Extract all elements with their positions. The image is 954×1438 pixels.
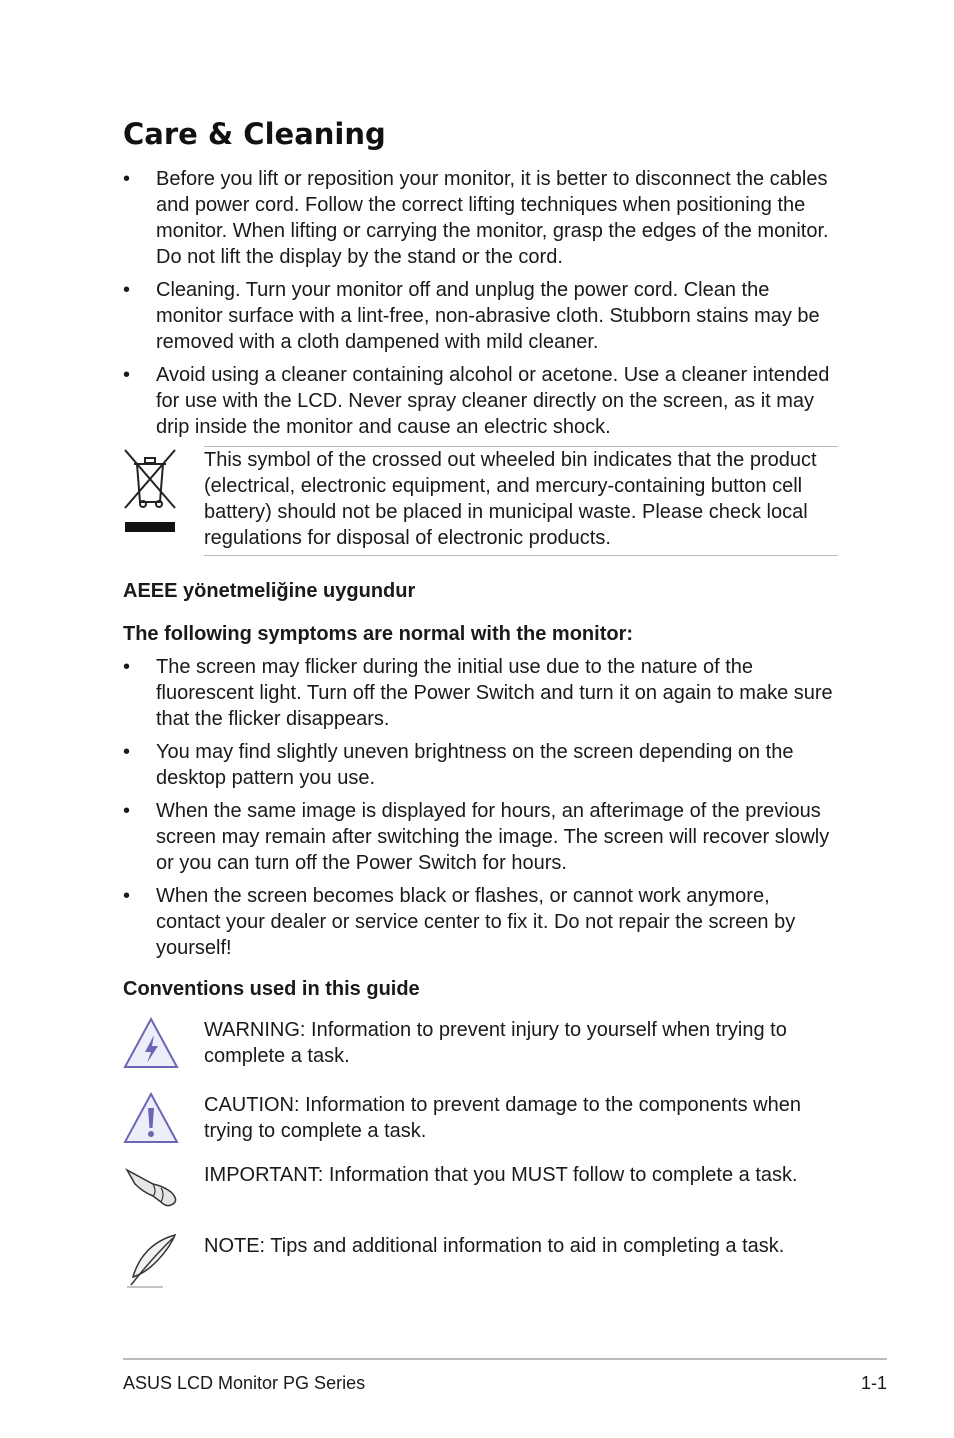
list-item: • When the screen becomes black or flashes, or cannot work anymore, contact your dealer or service center to fix it. Do not repair the screen by yourself!: [123, 885, 796, 959]
feather-pen-icon: [123, 1233, 179, 1289]
pointing-hand-icon: [123, 1162, 179, 1218]
care-list: [123, 166, 838, 440]
note-text: NOTE: Tips and additional information to aid in completing a task.: [204, 1235, 785, 1257]
divider: [204, 555, 838, 556]
recycle-notice: [123, 446, 838, 556]
page-number: 1-1: [860, 1373, 887, 1393]
list-item: • Before you lift or reposition your monitor, it is better to disconnect the cables and power cord. Follow the correct lifting techniques when positioning the monitor. When lifting or carrying the monitor, grasp the edges of the monitor. Do not lift the display by the stand or the cord.: [123, 168, 829, 268]
warning-text: WARNING: Information to prevent injury to yourself when trying to complete a task.: [204, 1019, 787, 1067]
footer-series-name: ASUS LCD Monitor PG Series: [123, 1373, 366, 1393]
symptoms-list: [123, 654, 838, 961]
crossed-bin-icon: [123, 448, 177, 534]
caution-text: CAUTION: Information to prevent damage to the components when trying to complete a task.: [204, 1094, 801, 1142]
exclamation-triangle-icon: [123, 1092, 179, 1148]
list-item: • Cleaning. Turn your monitor off and unplug the power cord. Clean the monitor surface with a lint-free, non-abrasive cloth. Stubborn stains may be removed with a cloth dampened with mild cleaner.: [123, 279, 820, 353]
list-item: • When the same image is displayed for hours, an afterimage of the previous screen may remain after switching the image. The screen will recover slowly or you can turn off the Power Switch for hours.: [123, 800, 830, 874]
bullet-icon: •: [123, 364, 131, 386]
important-text: IMPORTANT: Information that you MUST follow to complete a task.: [204, 1164, 798, 1186]
list-item: • You may find slightly uneven brightness on the screen depending on the desktop pattern you use.: [123, 741, 794, 789]
recycle-note-text: This symbol of the crossed out wheeled bin indicates that the product (electrical, electronic equipment, and mercury-containing button cell battery) should not be placed in municipal waste. Please check local regulations for disposal of electronic products.: [204, 449, 817, 549]
page-title: Care & Cleaning: [123, 117, 386, 151]
bullet-icon: •: [123, 800, 131, 822]
list-item: • The screen may flicker during the initial use due to the nature of the fluorescent light. Turn off the Power Switch and turn it on again to make sure that the flicker disappears.: [123, 656, 833, 730]
bullet-icon: •: [123, 279, 131, 301]
bullet-icon: •: [123, 885, 131, 907]
symptoms-heading: The following symptoms are normal with the monitor:: [123, 623, 634, 645]
bullet-icon: •: [123, 168, 131, 190]
symptoms-list-block: [123, 654, 838, 968]
bullet-icon: •: [123, 741, 131, 763]
bullet-icon: •: [123, 656, 131, 678]
footer-divider: [123, 1358, 887, 1360]
care-list-block: [123, 166, 838, 447]
conventions-heading: Conventions used in this guide: [123, 978, 420, 1000]
aeee-heading: AEEE yönetmeliğine uygundur: [123, 580, 416, 602]
lightning-triangle-icon: [123, 1017, 179, 1073]
list-item: • Avoid using a cleaner containing alcohol or acetone. Use a cleaner intended for use with the LCD. Never spray cleaner directly on the screen, as it may drip inside the monitor and cause an electric shock.: [123, 364, 830, 438]
